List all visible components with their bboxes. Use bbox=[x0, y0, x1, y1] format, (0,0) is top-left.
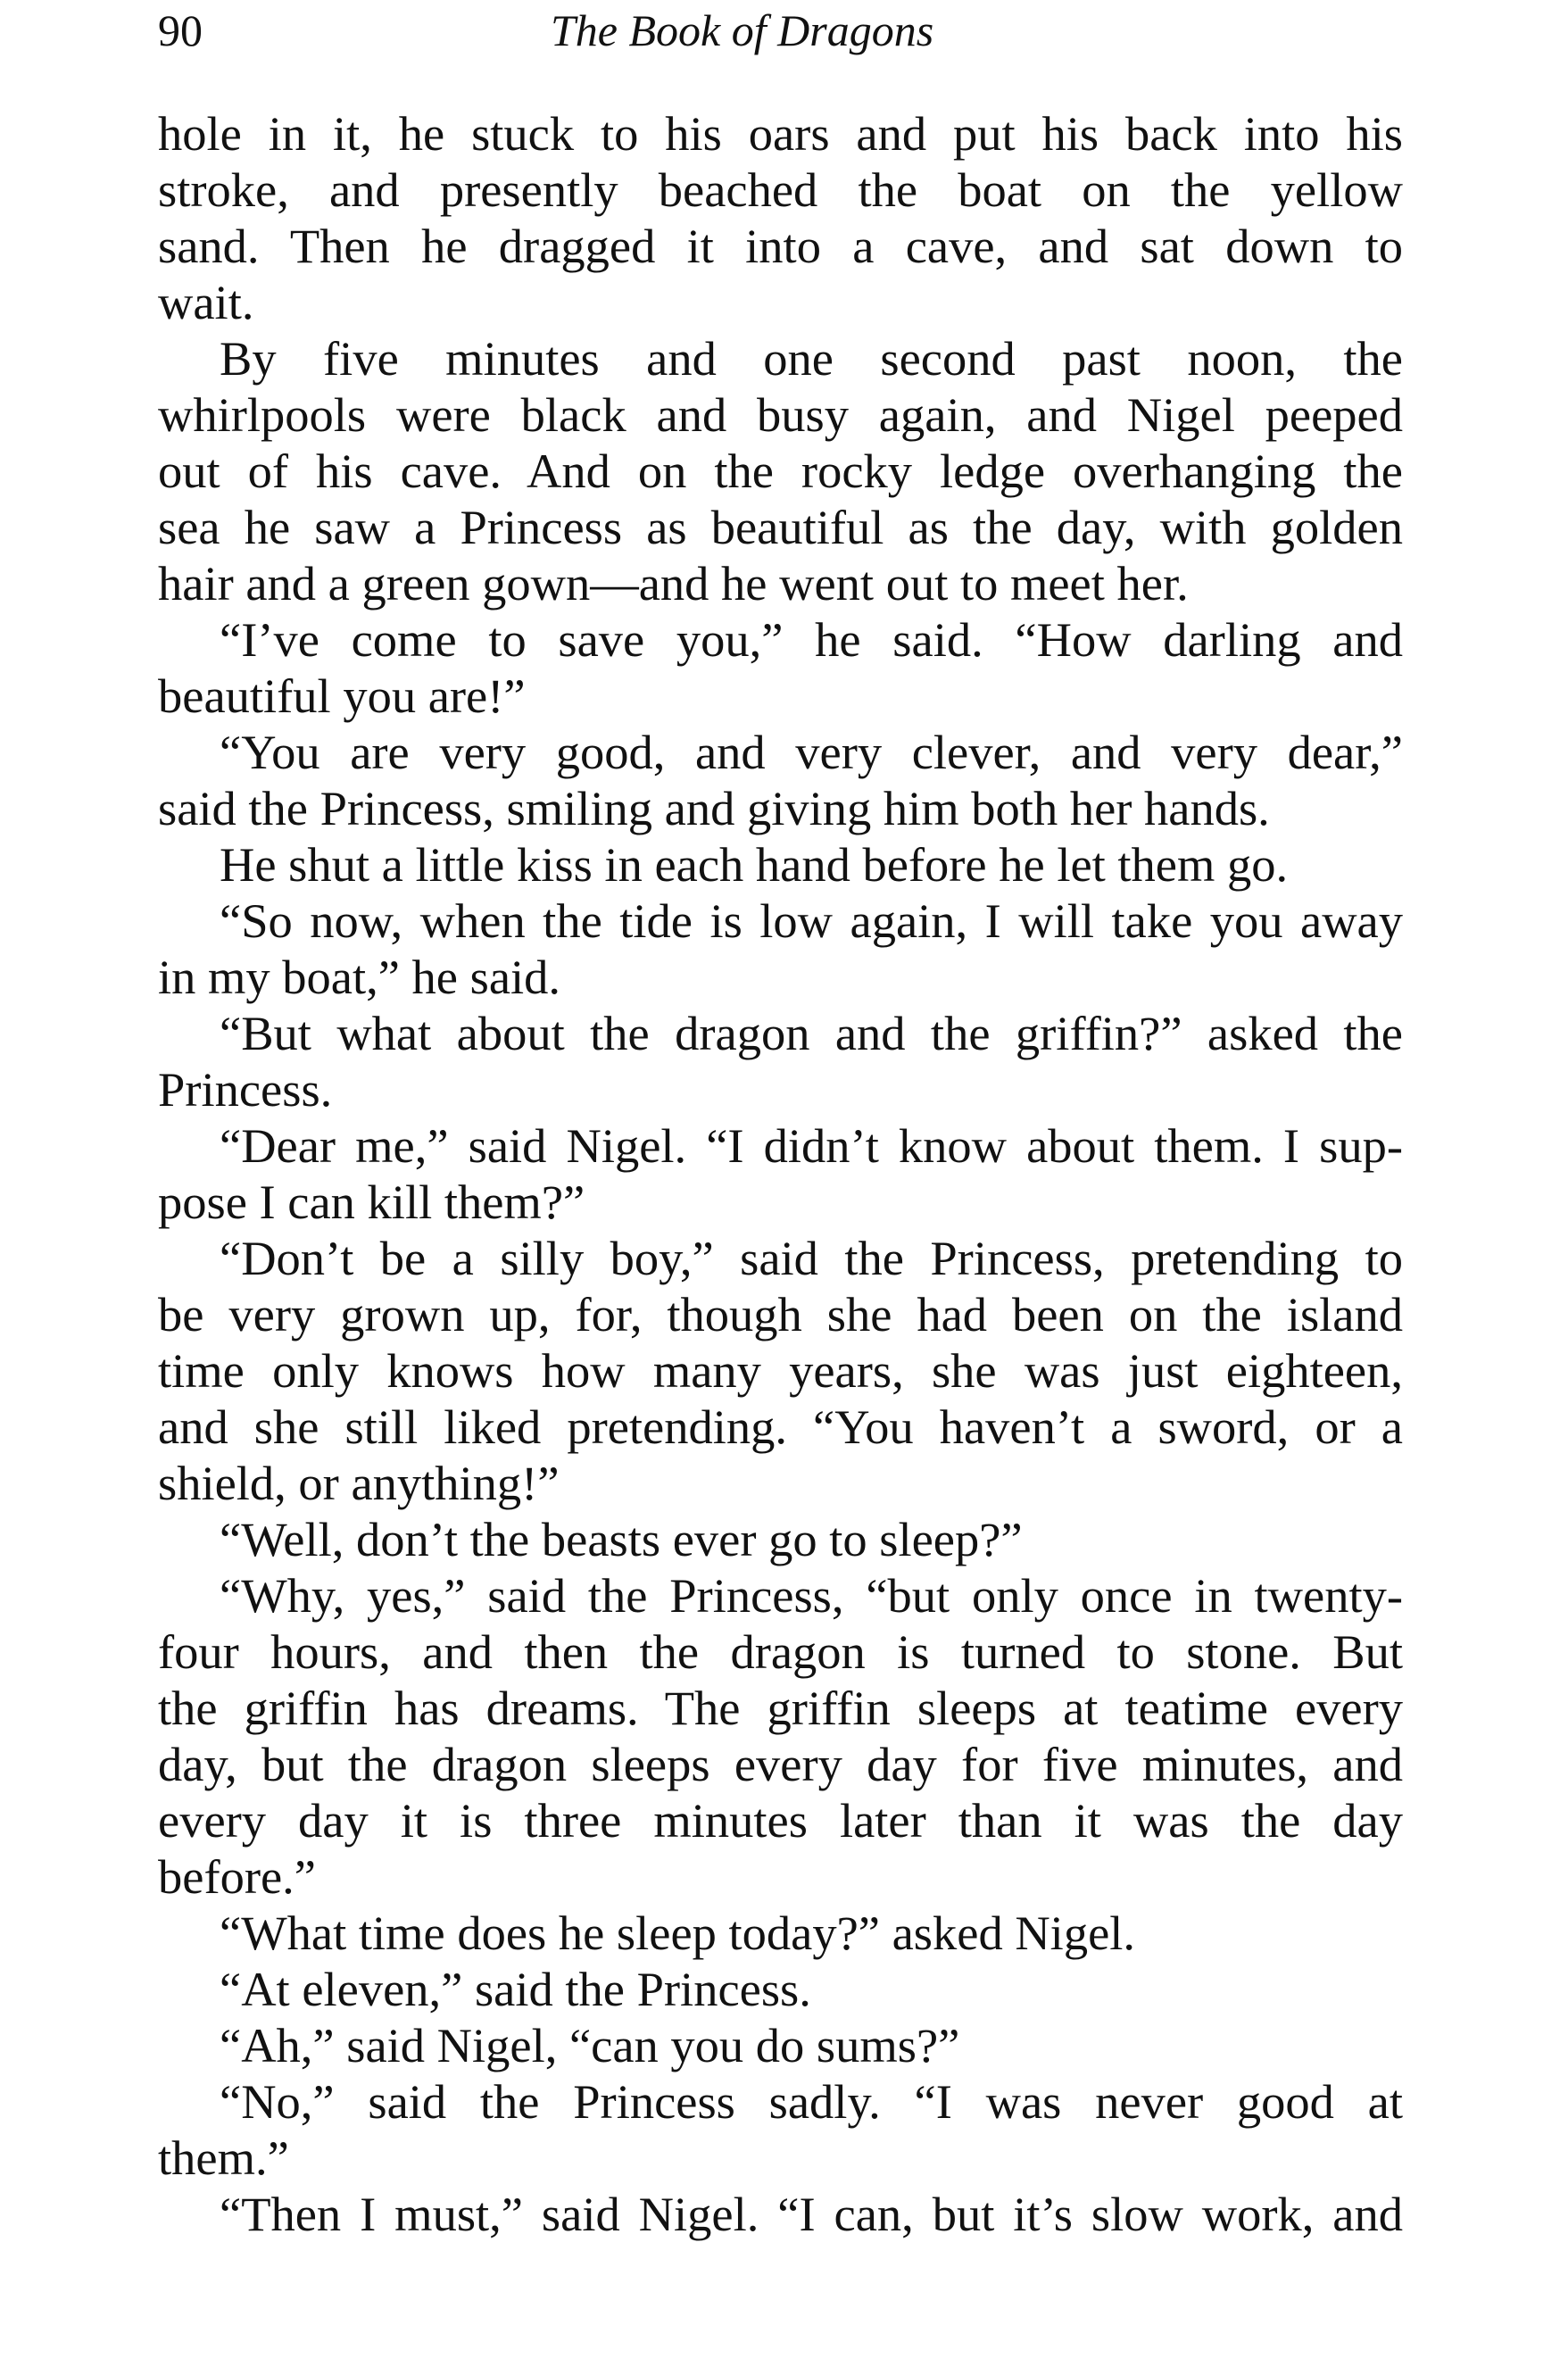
text-line: the griffin has dreams. The griffin sleeps at teatime every bbox=[158, 1681, 1403, 1735]
body-text bbox=[158, 105, 1403, 2242]
text-line: “At eleven,” said the Princess. bbox=[220, 1962, 811, 2016]
text-line: whirlpools were black and busy again, and Nigel peeped bbox=[158, 387, 1403, 442]
text-line: “Ah,” said Nigel, “can you do sums?” bbox=[220, 2018, 960, 2072]
text-line: Princess. bbox=[158, 1062, 333, 1117]
text-line: “Don’t be a silly boy,” said the Princess, pretending to bbox=[220, 1231, 1403, 1285]
text-line: wait. bbox=[158, 275, 254, 329]
text-line: “Then I must,” said Nigel. “I can, but it’s slow work, and bbox=[220, 2187, 1403, 2241]
text-line: “No,” said the Princess sadly. “I was never good at bbox=[220, 2074, 1403, 2129]
text-line: day, but the dragon sleeps every day for five minutes, and bbox=[158, 1737, 1403, 1791]
text-line: “So now, when the tide is low again, I will take you away bbox=[220, 893, 1403, 948]
text-line: stroke, and presently beached the boat on the yellow bbox=[158, 162, 1403, 217]
text-line: He shut a little kiss in each hand before he let them go. bbox=[220, 837, 1289, 892]
text-line: sand. Then he dragged it into a cave, and sat down to bbox=[158, 219, 1403, 273]
text-line: pose I can kill them?” bbox=[158, 1175, 585, 1229]
text-line: “Why, yes,” said the Princess, “but only once in twenty- bbox=[220, 1568, 1403, 1623]
text-line: “But what about the dragon and the griffin?” asked the bbox=[220, 1006, 1403, 1060]
text-line: before.” bbox=[158, 1849, 316, 1904]
running-header bbox=[0, 0, 1568, 71]
text-line: By five minutes and one second past noon, the bbox=[220, 331, 1403, 386]
text-line: out of his cave. And on the rocky ledge overhanging the bbox=[158, 444, 1403, 498]
text-line: hair and a green gown—and he went out to meet her. bbox=[158, 556, 1189, 610]
text-line: “What time does he sleep today?” asked Nigel. bbox=[220, 1906, 1136, 1960]
text-line: beautiful you are!” bbox=[158, 669, 526, 723]
text-line: sea he saw a Princess as beautiful as the day, with golden bbox=[158, 500, 1403, 554]
text-line: in my boat,” he said. bbox=[158, 950, 561, 1004]
text-line: and she still liked pretending. “You haven’t a sword, or a bbox=[158, 1399, 1403, 1454]
running-title: The Book of Dragons bbox=[551, 5, 934, 55]
page-number: 90 bbox=[158, 5, 203, 55]
text-line: “You are very good, and very clever, and very dear,” bbox=[220, 725, 1403, 779]
text-line: shield, or anything!” bbox=[158, 1456, 560, 1510]
text-line: hole in it, he stuck to his oars and put his back into his bbox=[158, 106, 1403, 161]
text-line: them.” bbox=[158, 2130, 289, 2185]
text-line: every day it is three minutes later than it was the day bbox=[158, 1793, 1403, 1848]
text-line: be very grown up, for, though she had been on the island bbox=[158, 1287, 1403, 1341]
text-line: “Well, don’t the beasts ever go to sleep?” bbox=[220, 1512, 1023, 1566]
text-line: four hours, and then the dragon is turned to stone. But bbox=[158, 1624, 1403, 1679]
text-line: said the Princess, smiling and giving him both her hands. bbox=[158, 781, 1270, 835]
text-line: “I’ve come to save you,” he said. “How darling and bbox=[220, 612, 1403, 667]
text-line: “Dear me,” said Nigel. “I didn’t know about them. I sup- bbox=[220, 1118, 1403, 1173]
text-line: time only knows how many years, she was just eighteen, bbox=[158, 1343, 1403, 1398]
